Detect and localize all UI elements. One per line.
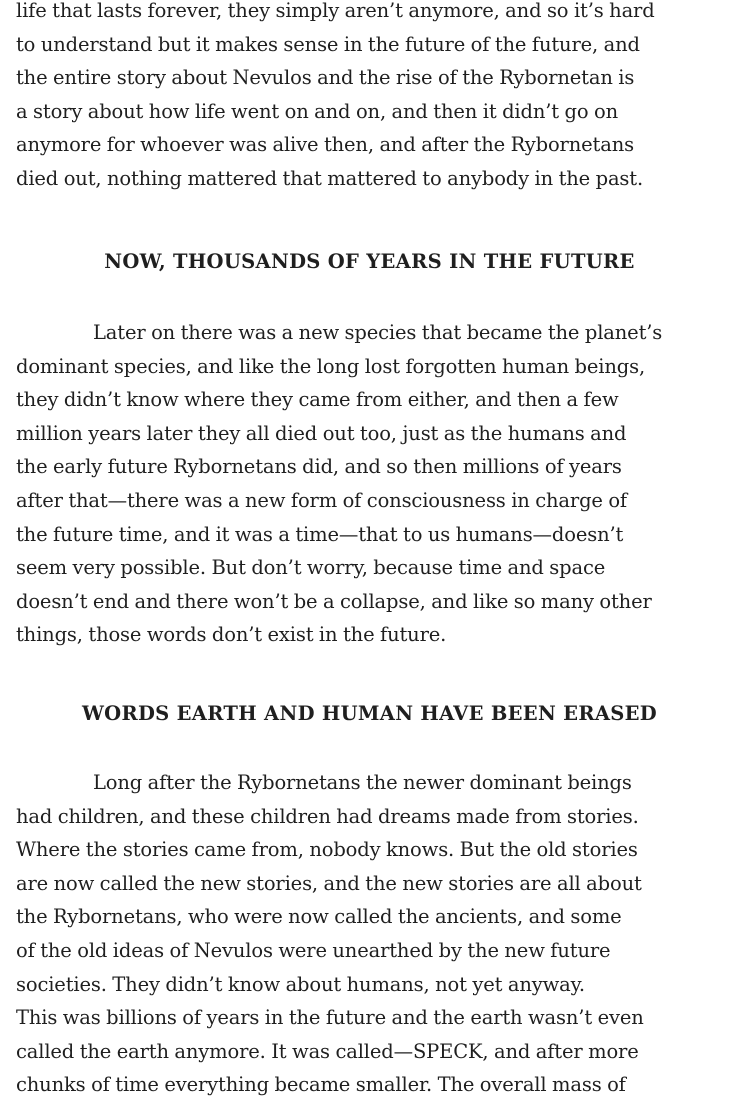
text-line: the Rybornetans, who were now called the ancients, and some [16, 905, 622, 929]
text-line: million years later they all died out too, just as the humans and [16, 421, 627, 445]
text-line: This was billions of years in the future and the earth wasn’t even [16, 1006, 644, 1030]
text-line: are now called the new stories, and the new stories are all about [16, 871, 642, 895]
text-line: to understand but it makes sense in the future of the future, and [16, 32, 640, 56]
section-heading-erased: WORDS EARTH AND HUMAN HAVE BEEN ERASED [81, 702, 658, 725]
text-line: Where the stories came from, nobody knows. But the old stories [16, 838, 638, 862]
text-line: had children, and these children had dreams made from stories. [16, 804, 639, 828]
text-line: a story about how life went on and on, and then it didn’t go on [16, 99, 618, 123]
text-line: life that lasts forever, they simply aren’t anymore, and so it’s hard [16, 0, 655, 22]
paragraph-continued [0, 0, 739, 196]
text-line: died out, nothing mattered that mattered to anybody in the past. [16, 166, 644, 190]
text-line: after that—there was a new form of consciousness in charge of [16, 488, 628, 512]
text-line: things, those words don’t exist in the future. [16, 623, 447, 647]
text-line: of the old ideas of Nevulos were unearthed by the new future [16, 938, 611, 962]
text-line: dominant species, and like the long lost forgotten human beings, [16, 354, 645, 378]
paragraph-new-species [0, 316, 739, 652]
text-line: doesn’t end and there won’t be a collapse, and like so many other [16, 589, 652, 613]
text-line: they didn’t know where they came from either, and then a few [16, 388, 619, 412]
text-line: Later on there was a new species that became the planet’s [93, 321, 663, 344]
text-line: called the earth anymore. It was called—SPECK, and after more [16, 1039, 639, 1063]
text-line: the future time, and it was a time—that to us humans—doesn’t [16, 522, 624, 546]
section-heading-future: NOW, THOUSANDS OF YEARS IN THE FUTURE [104, 250, 635, 273]
text-line: Long after the Rybornetans the newer dominant beings [93, 771, 632, 794]
text-line: the early future Rybornetans did, and so then millions of years [16, 455, 622, 479]
text-line: chunks of time everything became smaller. The overall mass of [16, 1073, 626, 1097]
text-line: societies. They didn’t know about humans, not yet anyway. [16, 972, 585, 996]
paragraph-children-dreams [0, 766, 739, 1102]
text-line: the entire story about Nevulos and the rise of the Rybornetan is [16, 66, 635, 90]
text-line: seem very possible. But don’t worry, because time and space [16, 556, 606, 580]
text-line: anymore for whoever was alive then, and after the Rybornetans [16, 133, 634, 157]
